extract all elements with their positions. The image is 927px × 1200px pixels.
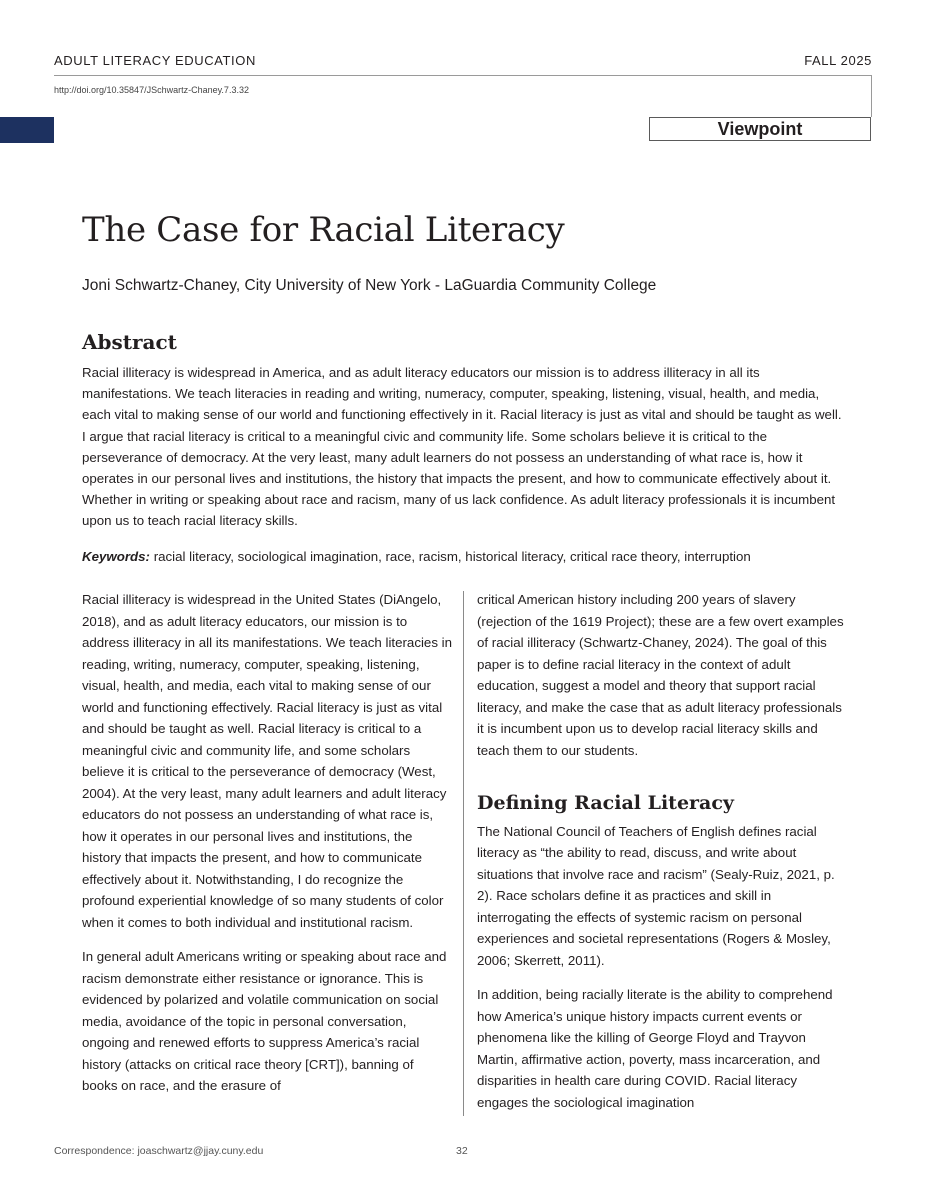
author-affiliation: Joni Schwartz-Chaney, City University of New York - LaGuardia Community College bbox=[82, 277, 657, 294]
body-paragraph: critical American history including 200 years of slavery (rejection of the 1619 Project); these are a few overt examples of racial illiteracy (Schwartz-Chaney, 2024). The goal of this paper is to define racial literacy in the context of adult education, suggest a model and theory that support racial literacy, and make the case that as adult literacy professionals it is incumbent upon us to develop racial literacy skills and teach them to our students. bbox=[477, 592, 844, 758]
accent-tab bbox=[0, 117, 54, 143]
correspondence-email[interactable]: Correspondence: joaschwartz@jjay.cuny.edu bbox=[54, 1145, 264, 1157]
header-rule bbox=[54, 75, 872, 76]
section-heading: Defining Racial Literacy bbox=[477, 792, 734, 814]
column-divider bbox=[463, 591, 464, 1116]
keywords-label: Keywords: bbox=[82, 549, 150, 564]
section-label: Viewpoint bbox=[717, 118, 803, 139]
keywords-line bbox=[82, 547, 852, 567]
body-column-right bbox=[477, 589, 847, 1126]
body-column-left bbox=[82, 589, 452, 1110]
issue-date: FALL 2025 bbox=[804, 53, 872, 68]
section-label-box bbox=[649, 117, 871, 141]
journal-name: ADULT LITERACY EDUCATION bbox=[54, 53, 256, 68]
body-paragraph: In addition, being racially literate is the ability to comprehend how America’s unique history impacts current events or phenomena like the killing of George Floyd and Trayvon Martin, affirmative action, poverty, mass incarceration, and disparities in health care during COVID. Racial literacy engages the sociological imagination bbox=[477, 987, 833, 1110]
abstract-heading: Abstract bbox=[82, 330, 177, 354]
keywords-list: racial literacy, sociological imagination, race, racism, historical literacy, critical race theory, interruption bbox=[153, 549, 751, 564]
header-vertical-rule bbox=[871, 75, 872, 117]
abstract-text: Racial illiteracy is widespread in America, and as adult literacy educators our mission is to address illiteracy in all its manifestations. We teach literacies in reading and writing, numeracy, computer, speaking, listening, visual, health, and media, each vital to making sense of our world and functioning effectively in it. Racial literacy is just as vital and should be taught as well. I argue that racial literacy is critical to a meaningful civic and community life. Some scholars believe it is critical to the perseverance of democracy. At the very least, many adult learners do not possess an understanding of what race is, how it operates in our personal lives and institutions, the history that impacts the present, and how to communicate effectively about it. Whether in writing or speaking about race and racism, many of us lack confidence. As adult literacy professionals it is incumbent upon us to teach racial literacy skills. bbox=[82, 365, 842, 529]
body-paragraph: The National Council of Teachers of English defines racial literacy as “the ability to read, discuss, and write about situations that involve race and racism” (Sealy-Ruiz, 2021, p. 2). Race scholars define it as practices and skill in interrogating the effects of systemic racism on personal experiences and societal representations (Rogers & Mosley, 2006; Skerrett, 2011). bbox=[477, 823, 835, 968]
body-paragraph: In general adult Americans writing or speaking about race and racism demonstrate either resistance or ignorance. This is evidenced by polarized and volatile communication on social media, avoidance of the topic in personal conversation, ongoing and renewed efforts to suppress America’s racial history (attacks on critical race theory [CRT]), banning of books on race, and the erasure of bbox=[82, 949, 447, 1093]
body-paragraph: Racial illiteracy is widespread in the United States (DiAngelo, 2018), and as adult literacy educators, our mission is to address illiteracy in all its manifestations. We teach literacies in reading, writing, numeracy, computer, speaking, listening, visual, health, and media, each vital to making sense of our world and functioning effectively. Racial literacy is just as vital and should be taught as well. Racial literacy is critical to a meaningful civic and community life, and some scholars believe it is critical to the perseverance of democracy (West, 2004). At the very least, many adult learners and adult literacy educators do not possess an understanding of what race is, how it operates in our personal lives and institutions, the history that impacts the present, and how to communicate effectively about it. Notwithstanding, I do recognize the profound experiential knowledge of so many students of color when it comes to both individual and institutional racism. bbox=[82, 592, 453, 930]
article-title: The Case for Racial Literacy bbox=[82, 210, 565, 250]
page-number: 32 bbox=[456, 1145, 468, 1157]
doi-link[interactable]: http://doi.org/10.35847/JSchwartz-Chaney.7.3.32 bbox=[54, 85, 249, 95]
